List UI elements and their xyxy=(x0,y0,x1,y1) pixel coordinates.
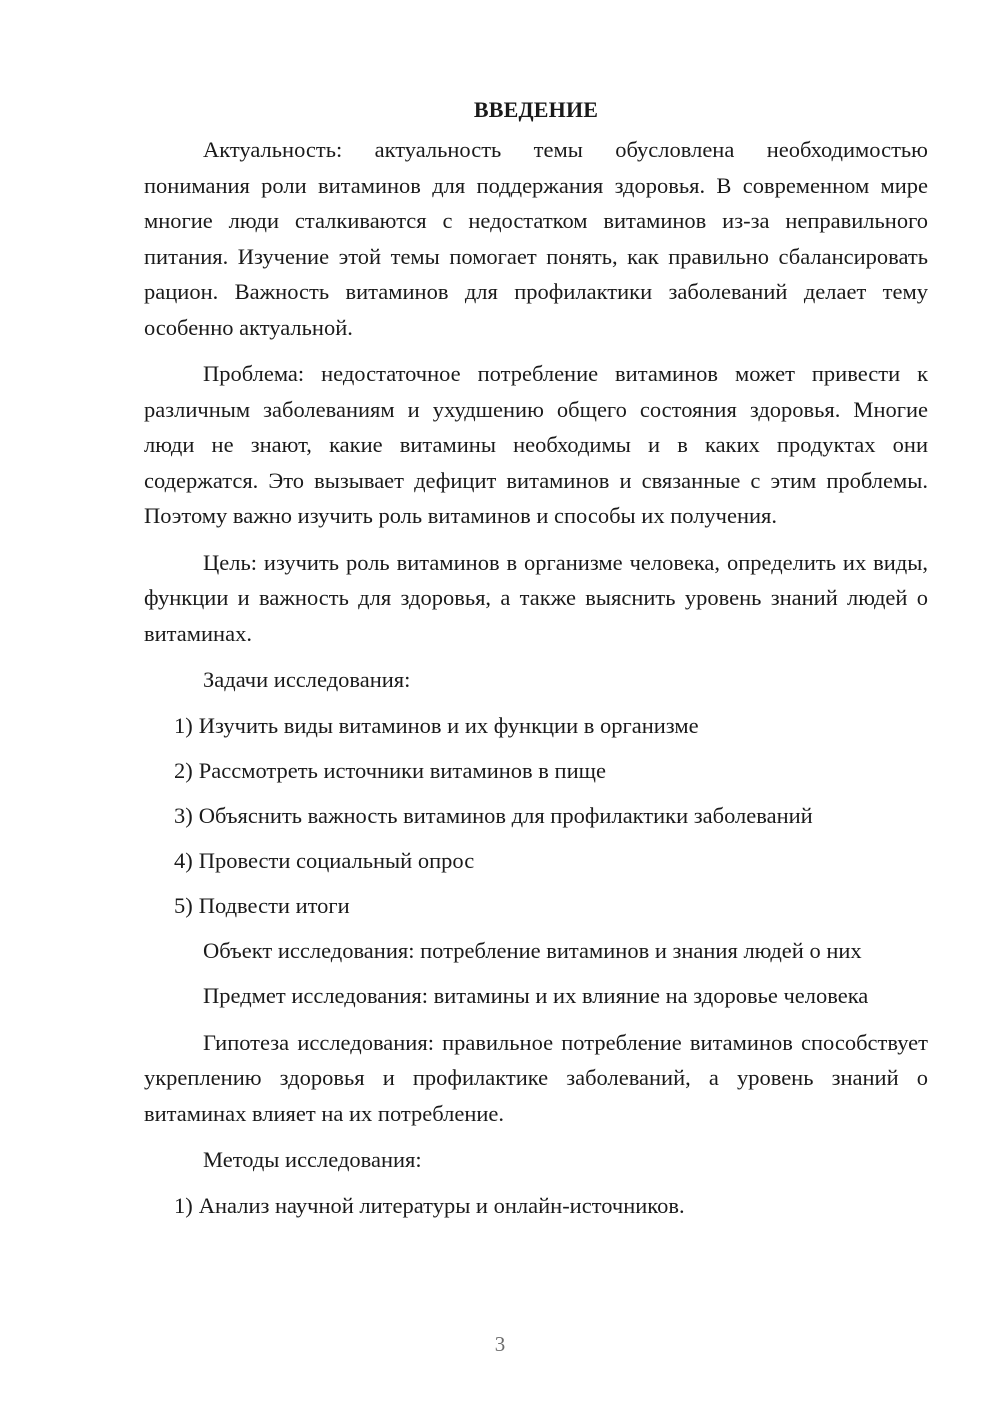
list-item-text: Провести социальный опрос xyxy=(198,847,475,873)
problem-paragraph: Проблема: недостаточное потребление витаминов может привести к различным заболеваниям и ухудшению общего состояния здоровья. Многие люди не знают, какие витамины необходимы и в каких продуктах они содержатся. Это вызывает дефицит витаминов и связанные с этим проблемы. Поэтому важно изучить роль витаминов и способы их получения. xyxy=(144,361,928,528)
list-item xyxy=(144,798,928,834)
tasks-list xyxy=(144,708,928,924)
methods-list xyxy=(144,1188,928,1224)
list-item-text: Анализ научной литературы и онлайн-источников. xyxy=(198,1192,685,1218)
list-item-text: Изучить виды витаминов и их функции в организме xyxy=(198,712,699,738)
list-item-number: 1) xyxy=(174,1192,193,1218)
section-title: ВВЕДЕНИЕ xyxy=(473,97,599,122)
list-item-number: 1) xyxy=(174,712,193,738)
hypothesis-paragraph: Гипотеза исследования: правильное потребление витаминов способствует укреплению здоровья и профилактике заболеваний, а уровень знаний о витаминах влияет на их потребление. xyxy=(144,1029,928,1126)
methods-heading: Методы исследования: xyxy=(203,1147,422,1172)
list-item-number: 5) xyxy=(174,892,193,918)
list-item-number: 4) xyxy=(174,847,193,873)
list-item-number: 2) xyxy=(174,757,193,783)
list-item xyxy=(144,753,928,789)
list-item-text: Объяснить важность витаминов для профилактики заболеваний xyxy=(198,802,813,828)
relevance-paragraph: Актуальность: актуальность темы обусловлена необходимостью понимания роли витаминов для поддержания здоровья. В современном мире многие люди сталкиваются с недостатком витаминов из-за неправильного питания. Изучение этой темы помогает понять, как правильно сбалансировать рацион. Важность витаминов для профилактики заболеваний делает тему особенно актуальной. xyxy=(144,137,928,340)
tasks-heading: Задачи исследования: xyxy=(203,667,411,692)
object-paragraph: Объект исследования: потребление витаминов и знания людей о них xyxy=(203,937,862,963)
list-item xyxy=(144,843,928,879)
list-item-text: Рассмотреть источники витаминов в пище xyxy=(198,757,606,783)
subject-paragraph: Предмет исследования: витамины и их влияние на здоровье человека xyxy=(203,983,869,1008)
list-item xyxy=(144,708,928,744)
list-item-text: Подвести итоги xyxy=(198,892,350,918)
goal-paragraph: Цель: изучить роль витаминов в организме человека, определить их виды, функции и важность для здоровья, а также выяснить уровень знаний людей о витаминах. xyxy=(144,549,928,646)
list-item xyxy=(144,888,928,924)
document-page xyxy=(144,92,928,1233)
page-number: 3 xyxy=(494,1332,506,1356)
list-item-number: 3) xyxy=(174,802,193,828)
list-item xyxy=(144,1188,928,1224)
